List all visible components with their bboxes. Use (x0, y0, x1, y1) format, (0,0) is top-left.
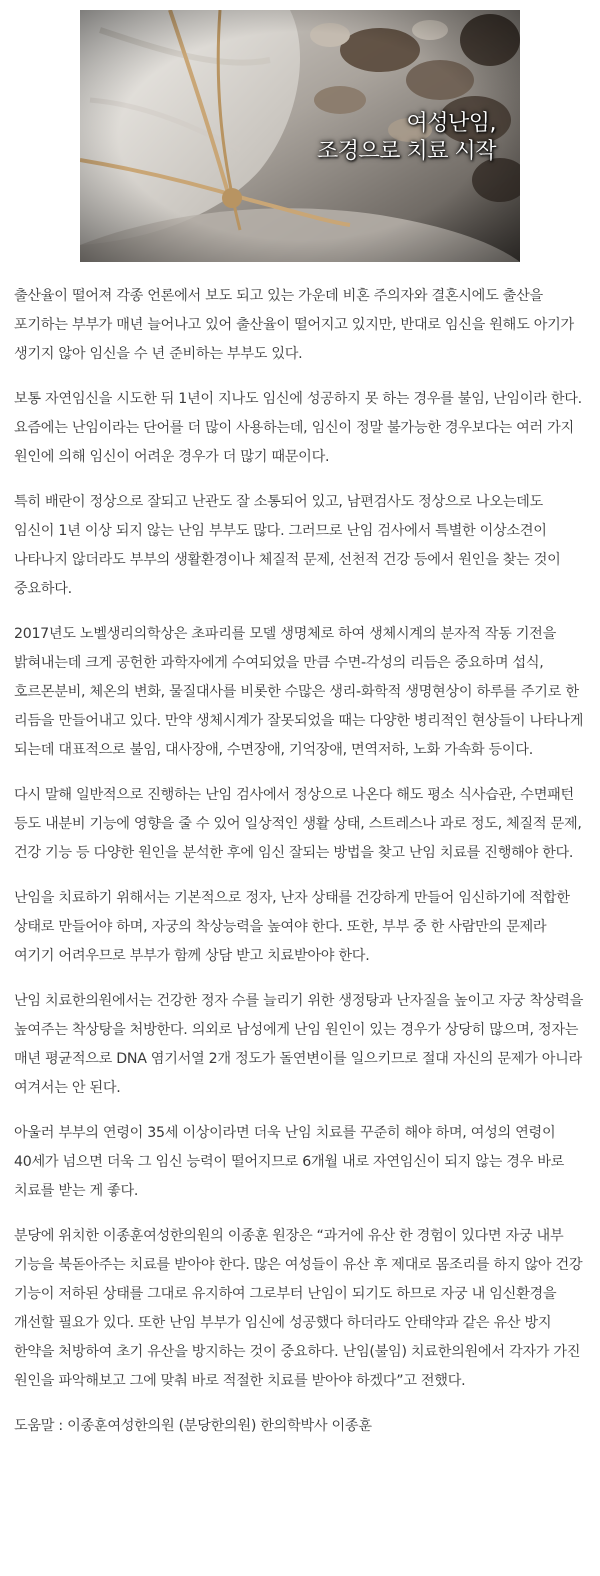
paragraph-4: 2017년도 노벨생리의학상은 초파리를 모델 생명체로 하여 생체시계의 분자적 작동 기전을 밝혀내는데 크게 공헌한 과학자에게 수여되었을 만큼 수면-각성의 리듬은 중요하며 섭식, 호르몬분비, 체온의 변화, 물질대사를 비롯한 수많은 생리-화학적 생명현상이 하루를 주기로 한 리듬을 만들어내고 있다. 만약 생체시계가 잘못되었을 때는 다양한 병리적인 현상들이 나타나게 되는데 대표적으로 불임, 대사장애, 수면장애, 기억장애, 면역저하, 노화 가속화 등이다. (14, 626, 584, 758)
hero-caption (317, 110, 496, 166)
paragraph-9: 분당에 위치한 이종훈여성한의원의 이종훈 원장은 “과거에 유산 한 경험이 있다면 자궁 내부 기능을 북돋아주는 치료를 받아야 한다. 많은 여성들이 유산 후 제대로 몸조리를 하지 않아 건강 기능이 저하된 상태를 그대로 유지하여 그로부터 난임이 되기도 하므로 자궁 내 임신환경을 개선할 필요가 있다. 또한 난임 부부가 임신에 성공했다 하더라도 안태약과 같은 유산 방지 한약을 처방하여 초기 유산을 방지하는 것이 중요하다. 난임(불임) 치료한의원에서 각자가 가진 원인을 파악해보고 그에 맞춰 바로 적절한 치료를 받아야 하겠다”고 전했다. (14, 1228, 583, 1389)
hero-caption-line1: 여성난임, (406, 111, 496, 136)
article-body (14, 282, 586, 1441)
paragraph-7: 난임 치료한의원에서는 건강한 정자 수를 늘리기 위한 생정탕과 난자질을 높이고 자궁 착상력을 높여주는 착상탕을 처방한다. 의외로 남성에게 난임 원인이 있는 경우가 상당히 많으며, 정자는 매년 평균적으로 DNA 염기서열 2개 정도가 돌연변이를 일으키므로 절대 자신의 문제가 아니라 여겨서는 안 된다. (14, 993, 584, 1096)
paragraph-3: 특히 배란이 정상으로 잘되고 난관도 잘 소통되어 있고, 남편검사도 정상으로 나오는데도 임신이 1년 이상 되지 않는 난임 부부도 많다. 그러므로 난임 검사에서 특별한 이상소견이 나타나지 않더라도 부부의 생활환경이나 체질적 문제, 선천적 건강 등에서 원인을 찾는 것이 중요하다. (14, 494, 561, 597)
article-credit: 도움말 : 이종훈여성한의원 (분당한의원) 한의학박사 이종훈 (14, 1418, 372, 1434)
paragraph-5: 다시 말해 일반적으로 진행하는 난임 검사에서 정상으로 나온다 해도 평소 식사습관, 수면패턴 등도 내분비 기능에 영향을 줄 수 있어 일상적인 생활 상태, 스트레스나 과로 정도, 체질적 문제, 건강 기능 등 다양한 원인을 분석한 후에 임신 잘되는 방법을 찾고 난임 치료를 진행해야 한다. (14, 787, 582, 861)
hero-image (80, 10, 520, 262)
hero-caption-line2: 조경으로 치료 시작 (316, 139, 496, 164)
paragraph-8: 아울러 부부의 연령이 35세 이상이라면 더욱 난임 치료를 꾸준히 해야 하며, 여성의 연령이 40세가 넘으면 더욱 그 임신 능력이 떨어지므로 6개월 내로 자연임신이 되지 않는 경우 바로 치료를 받는 게 좋다. (14, 1125, 565, 1199)
paragraph-6: 난임을 치료하기 위해서는 기본적으로 정자, 난자 상태를 건강하게 만들어 임신하기에 적합한 상태로 만들어야 하며, 자궁의 착상능력을 높여야 한다. 또한, 부부 중 한 사람만의 문제라 여기기 어려우므로 부부가 함께 상담 받고 치료받아야 한다. (14, 890, 570, 964)
paragraph-2: 보통 자연임신을 시도한 뒤 1년이 지나도 임신에 성공하지 못 하는 경우를 불임, 난임이라 한다. 요즘에는 난임이라는 단어를 더 많이 사용하는데, 임신이 정말 불가능한 경우보다는 여러 가지 원인에 의해 임신이 어려운 경우가 더 많기 때문이다. (14, 391, 582, 465)
paragraph-1: 출산율이 떨어져 각종 언론에서 보도 되고 있는 가운데 비혼 주의자와 결혼시에도 출산을 포기하는 부부가 매년 늘어나고 있어 출산율이 떨어지고 있지만, 반대로 임신을 원해도 아기가 생기지 않아 임신을 수 년 준비하는 부부도 있다. (14, 288, 574, 362)
